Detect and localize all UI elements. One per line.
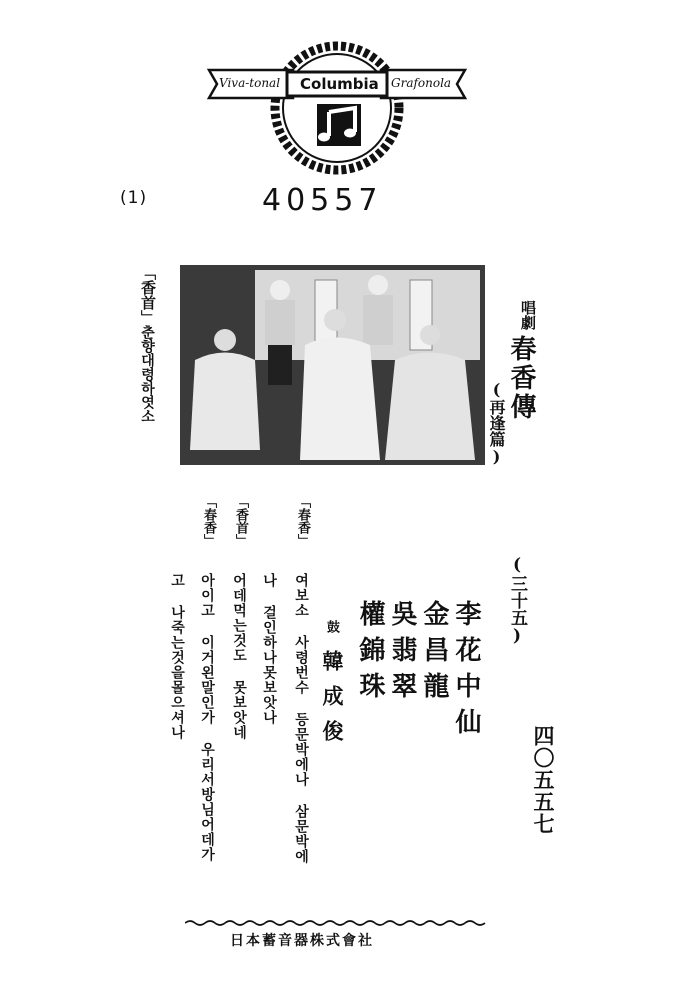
lyric-4-text: 아이고 이거왼말인가 우리서방님어데가 <box>199 573 215 862</box>
viva-tonal-text: Viva-tonal <box>219 76 281 90</box>
catalog-number-hanja: 四〇五五七 <box>531 725 556 835</box>
lyric-3-text: 어데먹는것도 못보앗네 <box>231 573 247 740</box>
song-subtitle: (再逢篇) <box>487 380 506 466</box>
columbia-emblem-icon <box>205 40 470 180</box>
photo-image <box>180 265 485 465</box>
lyric-1-text: 여보소 사령번수 등문박에나 삼문박에 <box>293 573 309 864</box>
performer-1: 李花中仙 <box>451 600 481 744</box>
columbia-logo <box>205 40 470 180</box>
grafonola-text: Grafonola <box>391 76 452 90</box>
drummer-name: 韓成俊 <box>320 650 345 755</box>
song-title: 春香傳 <box>506 335 536 422</box>
lyric-1-speaker: 「春香」 <box>295 495 310 547</box>
catalog-number: 40557 <box>262 183 383 218</box>
caption-speaker: 「香首」 <box>139 265 157 325</box>
music-note-icon <box>317 104 361 146</box>
performer-4: 權錦珠 <box>355 600 385 708</box>
company-name: 日本蓄音器株式會社 <box>230 933 374 949</box>
genre-label: 唱劇 <box>519 300 537 330</box>
lyric-4-speaker: 「春香」 <box>201 495 216 547</box>
lyric-3-speaker: 「香首」 <box>233 495 248 547</box>
side-number: (1) <box>120 188 148 208</box>
caption-text: 춘향대령하엿소 <box>139 325 155 423</box>
drum-label: 鼓 <box>324 620 339 633</box>
performer-3: 吳翡翠 <box>387 600 417 708</box>
lyric-2-text: 나 걸인하나못보앗나 <box>261 573 277 725</box>
footer-wavy-rule <box>185 912 491 920</box>
lyric-5-text: 고 나죽는것을몰으셔나 <box>169 573 185 740</box>
brand-name: Columbia <box>300 75 379 93</box>
performer-2: 金昌龍 <box>419 600 449 708</box>
part-number: (三十五) <box>507 555 527 646</box>
performers-photo <box>180 265 485 465</box>
